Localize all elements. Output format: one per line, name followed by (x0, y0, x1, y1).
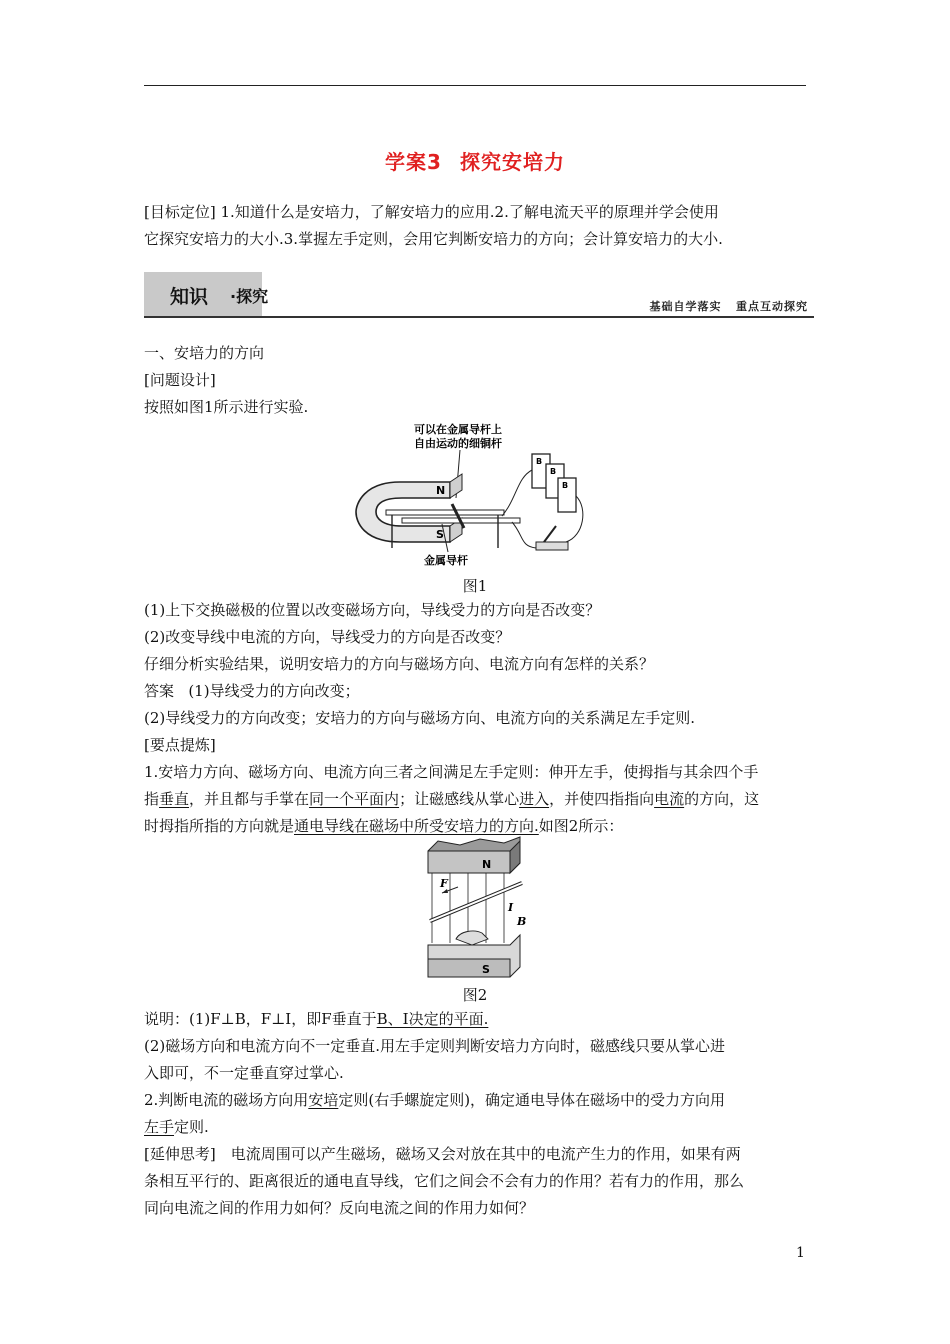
objectives-line-1: [目标定位] 1.知道什么是安培力，了解安培力的应用.2.了解电流天平的原理并学会使用 (144, 203, 719, 221)
answer-label: 答案 (144, 682, 175, 700)
fig1-label-bottom: 金属导杆 (424, 554, 468, 567)
question-3: 仔细分析实验结果，说明安培力的方向与磁场方向、电流方向有怎样的关系？ (144, 655, 655, 673)
key-point-2-line-2 (144, 1114, 808, 1141)
extension-line-3: 同向电流之间的作用力如何？反向电流之间的作用力如何？ (144, 1199, 535, 1217)
problem-design-label: [问题设计] (144, 371, 216, 389)
kp-text-m: 如图2所示： (538, 817, 624, 835)
section-heading: 一、安培力的方向 (144, 344, 265, 362)
key-point-2-line-1 (144, 1087, 808, 1114)
kp-underline-perpendicular: 垂直 (159, 790, 190, 808)
note-line-3: 入即可，不一定垂直穿过掌心. (144, 1064, 344, 1082)
banner-subtitle: ·探究 (230, 287, 269, 306)
extension-line-1: [延伸思考] 电流周围可以产生磁场，磁场又会对放在其中的电流产生力的作用，如果有两 (144, 1145, 741, 1163)
objectives (144, 199, 808, 253)
notes-and-extension (144, 1006, 808, 1222)
banner-right-1: 基础自学落实 (649, 300, 722, 313)
switch-base (536, 542, 568, 550)
figure-2 (420, 835, 528, 981)
instruction-text: 按照如图1所示进行实验. (144, 398, 309, 416)
kp-underline-force-direction: 通电导线在磁场中所受安培力的方向. (294, 817, 539, 835)
note-line-2: (2)磁场方向和电流方向不一定垂直.用左手定则判断安培力方向时，磁感线只要从掌心进 (144, 1037, 726, 1055)
answer-2: (2)导线受力的方向改变；安培力的方向与磁场方向、电流方向的关系满足左手定则. (144, 709, 696, 727)
question-1: (1)上下交换磁极的位置以改变磁场方向，导线受力的方向是否改变？ (144, 601, 601, 619)
kp-text-b: 指 (144, 790, 160, 808)
fig1-pole-s: S (436, 528, 444, 541)
section-banner (144, 272, 814, 318)
kp-text-h: ，并使四指指向 (549, 790, 655, 808)
battery-label-1: B (536, 457, 543, 466)
figure-2-caption: 图2 (462, 986, 488, 1004)
question-2: (2)改变导线中电流的方向，导线受力的方向是否改变？ (144, 628, 511, 646)
figure-1-caption: 图1 (462, 577, 488, 595)
kp-underline-current: 电流 (654, 790, 685, 808)
key-point-1-line-1: 1.安培力方向、磁场方向、电流方向三者之间满足左手定则：伸开左手，使拇指与其余四个手 (144, 763, 759, 781)
kp-text-j: 的方向，这 (684, 790, 760, 808)
note-line-1 (144, 1006, 808, 1033)
kp-text-k: 时拇指所指的方向就是 (144, 817, 295, 835)
left-hand (456, 931, 488, 945)
switch-lever (544, 526, 556, 542)
header-rule (144, 85, 806, 86)
battery-label-2: B (550, 467, 557, 476)
objectives-line-2: 它探究安培力的大小.3.掌握左手定则，会用它判断安培力的方向；会计算安培力的大小. (144, 230, 723, 248)
figure-1 (352, 418, 592, 570)
fig1-label-top-2: 自由运动的细铜杆 (414, 437, 502, 450)
banner-rule (144, 316, 814, 318)
questions-and-key (144, 597, 808, 840)
note-text-a: 说明：(1)F⊥B，F⊥I，即F垂直于 (144, 1010, 377, 1028)
page-title (0, 146, 950, 175)
metal-rail-1 (386, 510, 504, 515)
kp-underline-same-plane: 同一个平面内 (309, 790, 400, 808)
fig2-label-i: I (508, 901, 514, 914)
kp2-underline-left-hand: 左手 (144, 1118, 175, 1136)
kp2-text-a: 2.判断电流的磁场方向用 (144, 1091, 309, 1109)
kp2-text-c: 定则(右手螺旋定则)，确定通电导体在磁场中的受力方向用 (338, 1091, 726, 1109)
banner-title: 知识 (170, 286, 209, 308)
kp2-text-e: 定则. (174, 1118, 209, 1136)
answer-line (144, 678, 808, 705)
north-pole-front (428, 851, 510, 873)
fig2-label-b: B (517, 915, 527, 928)
battery-label-3: B (562, 481, 569, 490)
key-points-label: [要点提炼] (144, 736, 216, 754)
wire-3 (512, 522, 536, 548)
answer-1: (1)导线受力的方向改变； (188, 682, 360, 700)
fig2-pole-s: S (482, 963, 490, 976)
wire-1 (502, 470, 532, 516)
fig2-pole-n: N (482, 858, 492, 871)
south-pole-front (428, 959, 510, 977)
title-number: 学案3 (385, 150, 442, 174)
note-underline-plane: B、I决定的平面. (376, 1010, 489, 1028)
kp-text-f: ；让磁感线从掌心 (399, 790, 520, 808)
fig1-pole-n: N (436, 484, 446, 497)
title-text: 探究安培力 (459, 150, 565, 174)
fig1-label-top-1: 可以在金属导杆上 (414, 423, 502, 436)
kp-underline-enter: 进入 (519, 790, 550, 808)
page-number: 1 (796, 1245, 805, 1261)
magnet-top-face (450, 474, 462, 498)
banner-right (650, 298, 809, 314)
extension-line-2: 条相互平行的、距离很近的通电直导线，它们之间会不会有力的作用？若有力的作用，那么 (144, 1172, 745, 1190)
kp2-underline-ampere: 安培 (308, 1091, 339, 1109)
kp-text-d: ，并且都与手掌在 (189, 790, 310, 808)
section-1-intro (144, 340, 808, 421)
banner-right-2: 重点互动探究 (736, 300, 808, 313)
fig2-label-f: F (440, 877, 448, 890)
key-point-1-line-2 (144, 786, 808, 813)
